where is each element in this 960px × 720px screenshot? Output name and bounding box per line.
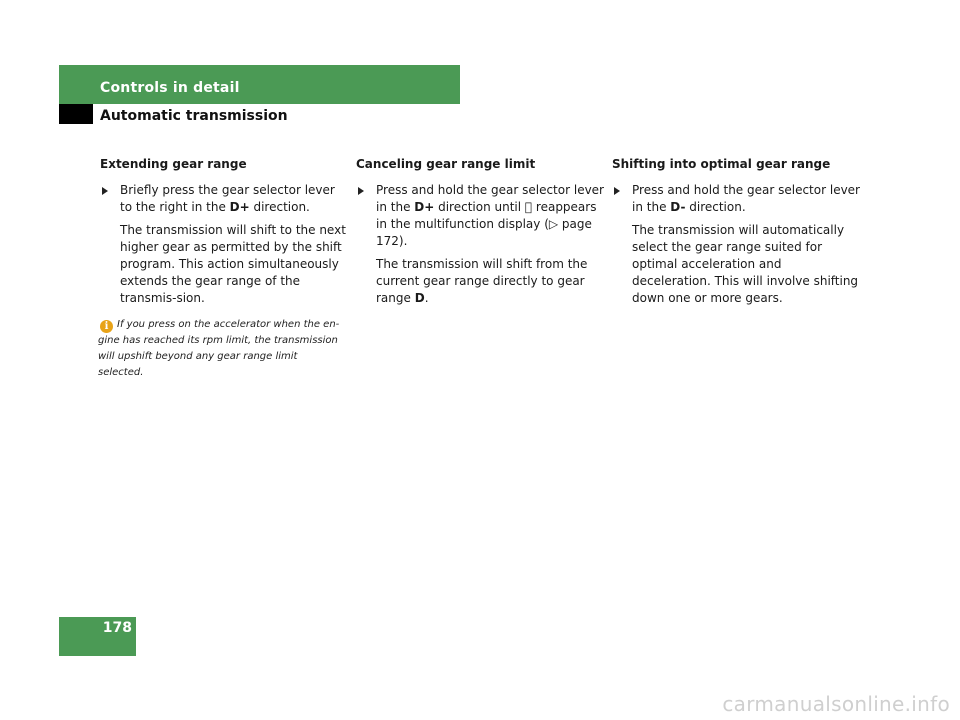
column-canceling-gear-range-limit [356, 156, 606, 307]
instruction-step: Briefly press the gear selector lever to the right in the D+ direction. [100, 182, 346, 216]
step-result: The transmission will shift to the next higher gear as permitted by the shift program. This action simultaneously extends the gear range of the transmis-sion. [120, 223, 346, 305]
column-extending-gear-range [100, 156, 346, 307]
column-heading: Extending gear range [100, 157, 247, 171]
column-optimal-gear-range [612, 156, 862, 307]
bullet-arrow-icon [102, 187, 108, 195]
bullet-arrow-icon [614, 187, 620, 195]
column-heading: Shifting into optimal gear range [612, 157, 831, 171]
column-heading: Canceling gear range limit [356, 157, 536, 171]
bullet-arrow-icon [358, 187, 364, 195]
info-icon: i [100, 320, 113, 333]
section-title: Controls in detail [100, 80, 240, 96]
watermark: carmanualsonline.info [722, 692, 950, 716]
instruction-step: Press and hold the gear selector lever in the D- direction. [612, 182, 862, 216]
step-result: The transmission will shift from the current gear range directly to gear range D. [376, 257, 588, 305]
instruction-step: Press and hold the gear selector lever in the D+ direction until   reappears in the multifunction display (▷ page 172). [356, 182, 606, 250]
section-marker [59, 104, 93, 124]
step-result: The transmission will automatically select the gear range suited for optimal acceleration and deceleration. This will involve shifting down one or more gears. [632, 223, 859, 305]
page-number: 178 [102, 620, 132, 636]
info-note: i If you press on the accelerator when the en- gine has reached its rpm limit, the transmission will upshift beyond any gear range limit selected. [98, 319, 340, 378]
subsection-title: Automatic transmission [100, 108, 288, 124]
